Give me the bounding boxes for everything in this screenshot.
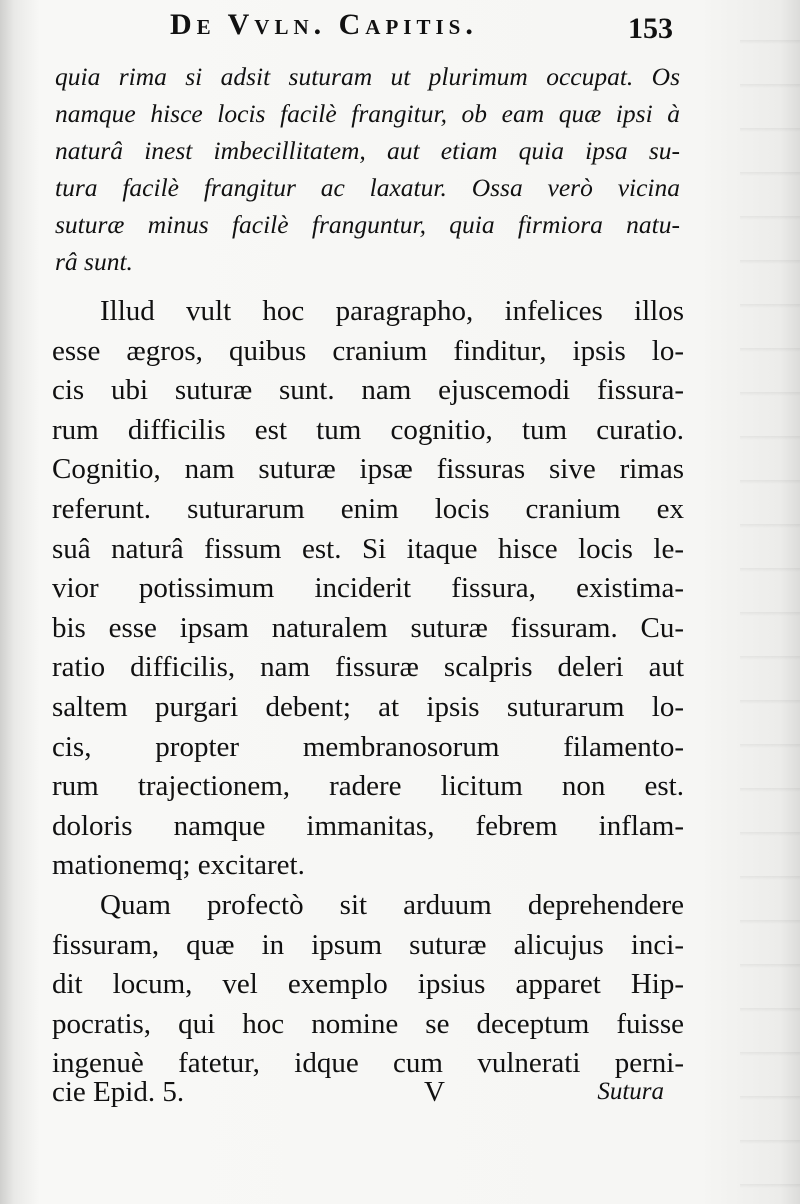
text-line: ingenuè fatetur, idque cum vulnerati perni-	[52, 1047, 684, 1080]
page-edge-bleed	[740, 0, 800, 1204]
text-line: doloris namque immanitas, febrem inflam-	[52, 809, 684, 842]
text-line: Illud vult hoc paragrapho, infelices illos	[100, 295, 684, 327]
italic-line: suturæ minus facilè franguntur, quia firmiora natu-	[55, 210, 680, 239]
page-footer	[52, 1076, 664, 1116]
commentary-text	[52, 292, 684, 1084]
italic-passage	[55, 58, 680, 280]
text-line: cis ubi suturæ sunt. nam ejuscemodi fissura-	[52, 374, 684, 407]
text-line: mationemq; excitaret.	[52, 849, 305, 882]
page-number: 153	[628, 12, 673, 45]
text-line: suâ naturâ fissum est. Si itaque hisce locis le-	[52, 532, 684, 565]
text-line: pocratis, qui hoc nomine se deceptum fuisse	[52, 1007, 684, 1040]
text-line: bis esse ipsam naturalem suturæ fissuram. Cu-	[52, 611, 684, 644]
text-line: Quam profectò sit arduum deprehendere	[100, 888, 684, 921]
italic-line: râ sunt.	[55, 247, 133, 276]
text-line: ratio difficilis, nam fissuræ scalpris deleri aut	[52, 651, 684, 684]
final-text-line: cie Epid. 5.	[52, 1076, 185, 1108]
text-line: rum trajectionem, radere licitum non est.	[52, 770, 684, 803]
text-line: rum difficilis est tum cognitio, tum curatio.	[52, 413, 684, 446]
italic-line: quia rima si adsit suturam ut plurimum occupat. Os	[55, 62, 680, 91]
catchword: Sutura	[597, 1078, 664, 1105]
running-title: De Vvln. Capitis.	[170, 8, 478, 41]
italic-line: naturâ inest imbecillitatem, aut etiam quia ipsa su-	[55, 136, 680, 165]
text-line: referunt. suturarum enim locis cranium ex	[52, 492, 684, 525]
text-line: fissuram, quæ in ipsum suturæ alicujus inci-	[52, 928, 684, 961]
text-line: saltem purgari debent; at ipsis suturarum lo-	[52, 690, 684, 723]
text-line: vior potissimum inciderit fissura, existima-	[52, 572, 684, 605]
text-line: dit locum, vel exemplo ipsius apparet Hip-	[52, 968, 684, 1001]
text-line: cis, propter membranosorum filamento-	[52, 730, 684, 763]
signature-mark: V	[424, 1076, 445, 1108]
italic-line: tura facilè frangitur ac laxatur. Ossa verò vicina	[55, 173, 680, 202]
italic-line: namque hisce locis facilè frangitur, ob eam quæ ipsi à	[55, 99, 680, 128]
text-line: esse ægros, quibus cranium finditur, ipsis lo-	[52, 334, 684, 367]
text-line: Cognitio, nam suturæ ipsæ fissuras sive rimas	[52, 453, 684, 486]
